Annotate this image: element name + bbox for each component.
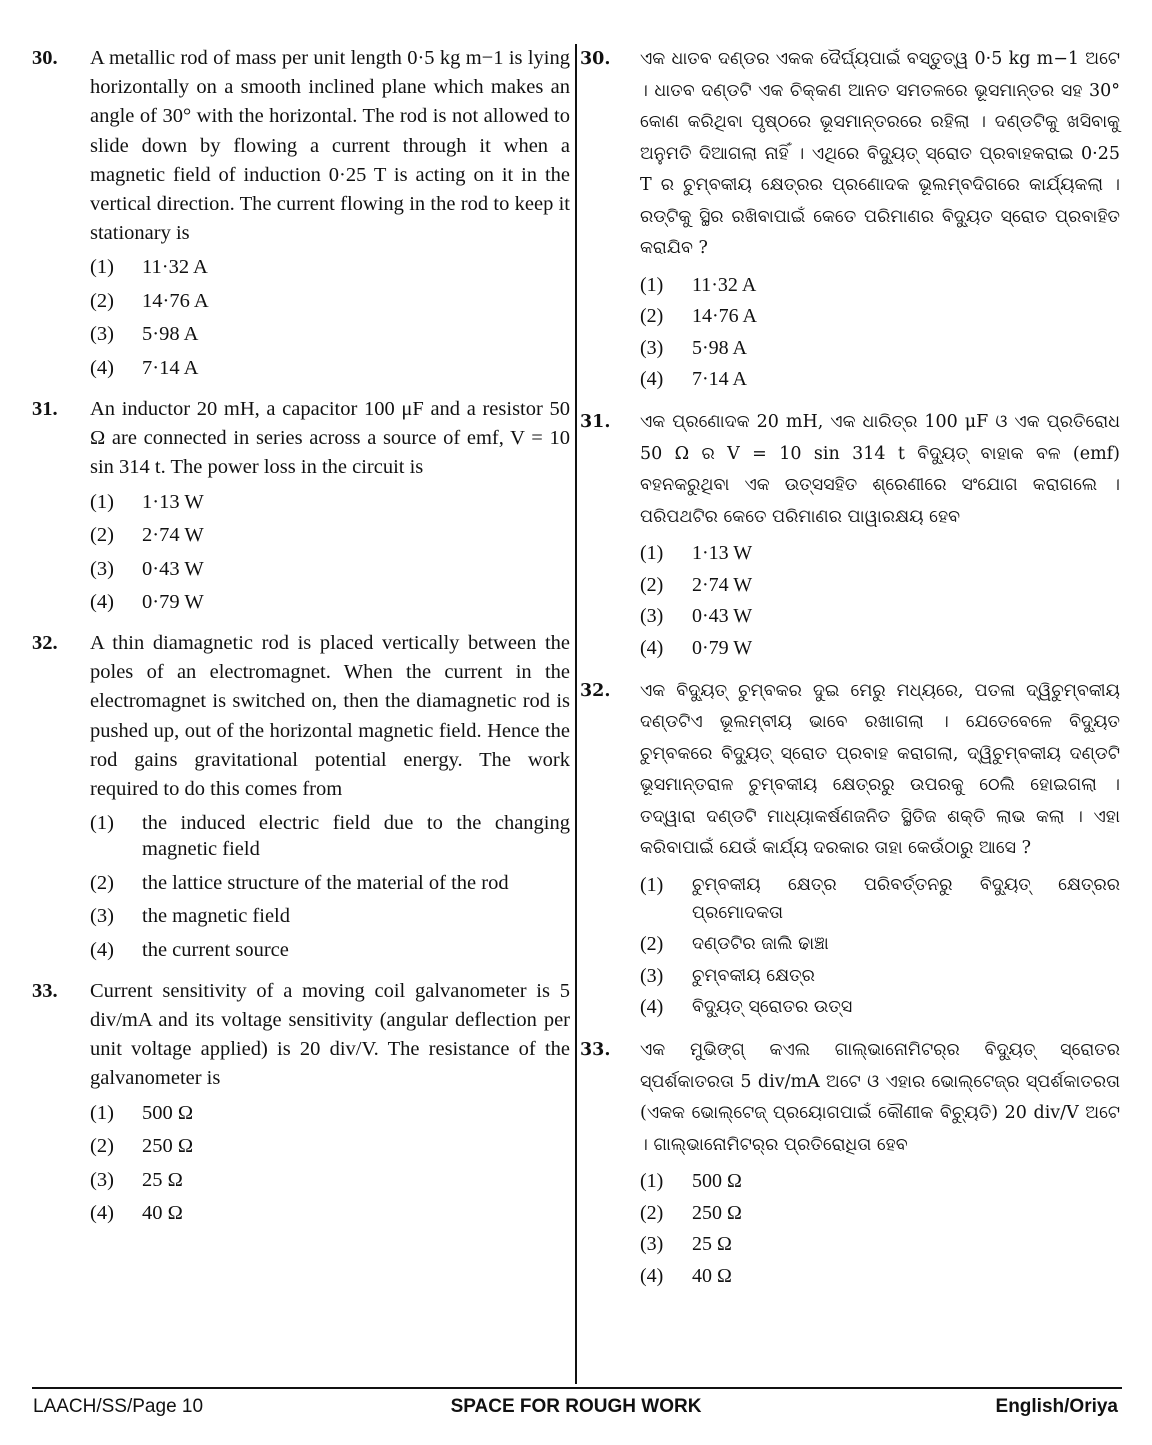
- option-text: ଚୁମ୍ବକୀୟ କ୍ଷେତ୍ର ପରିବର୍ତ୍ତନରୁ ବିଦ୍ୟୁତ୍ କ୍ଷେତ୍ରର ପ୍ରମୋଦକତା: [692, 874, 1120, 923]
- option-number: (3): [640, 605, 664, 627]
- question-30: [580, 44, 1120, 393]
- option-text: the lattice structure of the material of the rod: [142, 871, 509, 894]
- option-item: [640, 602, 1120, 630]
- question-text: A metallic rod of mass per unit length 0·5 kg m−1 is lying horizontally on a smooth inclined plane which makes an angle of 30° with the horizontal. The rod is not allowed to slide down by flowing a current through it when a magnetic field of induction 0·25 T is acting on it in the vertical direction. The current flowing in the rod to keep it stationary is: [90, 47, 570, 245]
- option-item: [90, 870, 570, 896]
- option-text: 0·43 W: [692, 605, 753, 627]
- option-text: ଦଣ୍ଡଟିର ଜାଲି ଢାଞ୍ଚା: [692, 934, 829, 954]
- question-text: ଏକ ପ୍ରଣୋଦକ 20 mH, ଏକ ଧାରିତ୍ର 100 μF ଓ ଏକ ପ୍ରତିରୋଧ 50 Ω ର V = 10 sin 314 t ବିଦ୍ୟୁତ୍ ବାହାକ ବଳ (emf) ବହନକରୁଥିବା ଏକ ଉତ୍ସସହିତ ଶ୍ରେଣୀରେ ସଂଯୋଗ କରାଗଲେ । ପରିପଥଟିର କେତେ ପରିମାଣର ପାୱାରକ୍ଷୟ ହେବ: [640, 412, 1120, 527]
- option-item: [90, 489, 570, 515]
- option-number: (2): [640, 1201, 664, 1224]
- option-number: (1): [90, 812, 114, 835]
- option-number: (3): [90, 905, 114, 928]
- question-number: 33.: [32, 979, 58, 1002]
- option-item: [90, 1133, 570, 1159]
- option-number: (3): [640, 1233, 664, 1255]
- question-number: 30.: [32, 47, 58, 69]
- option-text: 2·74 W: [142, 524, 204, 547]
- option-number: (4): [90, 356, 114, 379]
- option-text: 250 Ω: [142, 1135, 194, 1158]
- option-text: 40 Ω: [692, 1264, 732, 1287]
- question-number: 30.: [580, 49, 611, 69]
- rough-work-label: SPACE FOR ROUGH WORK: [450, 1396, 702, 1417]
- column-divider: [575, 44, 577, 1384]
- question-text: An inductor 20 mH, a capacitor 100 μF and a resistor 50 Ω are connected in series across a source of emf, V = 10 sin 314 t. The power loss in the circuit is: [90, 397, 570, 479]
- question-text: A thin diamagnetic rod is placed vertically between the poles of an electromagnet. When the current in the electromagnet is switched on, then the diamagnetic rod is pushed up, out of the horizontal magnetic field. Hence the rod gains gravitational potential energy. The work required to do this comes from: [90, 632, 570, 801]
- option-number: (3): [90, 323, 114, 346]
- option-item: [90, 1167, 570, 1193]
- options-list: [640, 1167, 1120, 1290]
- option-text: 2·74 W: [692, 573, 753, 596]
- question-number: 33.: [580, 1040, 611, 1060]
- option-text: 40 Ω: [142, 1202, 183, 1225]
- page-label: LAACH/SS/Page 10: [33, 1396, 204, 1417]
- option-item: [640, 271, 1120, 299]
- option-number: (4): [90, 591, 114, 614]
- option-item: [90, 355, 570, 381]
- question-number: 32.: [32, 632, 58, 655]
- option-text: 25 Ω: [692, 1233, 732, 1255]
- option-text: 25 Ω: [142, 1168, 183, 1191]
- question-number: 31.: [32, 397, 58, 420]
- option-number: (1): [90, 1101, 114, 1124]
- option-number: (2): [640, 933, 664, 955]
- options-list: [90, 810, 570, 963]
- option-text: 500 Ω: [142, 1101, 194, 1124]
- option-item: [90, 810, 570, 862]
- oriya-column: [580, 44, 1120, 1304]
- question-text: ଏକ ଧାତବ ଦଣ୍ଡର ଏକକ ଦୈର୍ଘ୍ୟପାଇଁ ବସ୍ତୁତ୍ୱ 0·5 kg m−1 ଅଟେ । ଧାତବ ଦଣ୍ଡଟି ଏକ ଚିକ୍‌କଣ ଆନତ ସମତଳରେ ଭୂସମାନ୍ତର ସହ 30° କୋଣ କରିଥିବା ପୃଷ୍ଠରେ ଭୂସମାନ୍ତରରେ ରହିଲା । ଦଣ୍ଡଟିକୁ ଖସିବାକୁ ଅନୁମତି ଦିଆଗଲା ନାହିଁ । ଏଥିରେ ବିଦ୍ୟୁତ୍ ସ୍ରୋତ ପ୍ରବାହକରାଇ 0·25 T ର ଚୁମ୍ବକୀୟ କ୍ଷେତ୍ରର ପ୍ରଣୋଦକ ଭୂଲମ୍ବଦିଗରେ କାର୍ଯ୍ୟକଲା । ରଡ୍‌ଟିକୁ ସ୍ଥିର ରଖିବାପାଇଁ କେତେ ପରିମାଣର ବିଦ୍ୟୁତ ସ୍ରୋତ ପ୍ରବାହିତ କରାଯିବ ?: [640, 49, 1120, 258]
- option-item: [640, 334, 1120, 362]
- option-number: (2): [90, 524, 114, 547]
- option-text: ବିଦ୍ୟୁତ୍ ସ୍ରୋତର ଉତ୍ସ: [692, 997, 853, 1017]
- option-number: (1): [640, 273, 664, 296]
- option-number: (3): [640, 964, 664, 987]
- option-text: 0·79 W: [142, 591, 204, 614]
- option-item: [90, 288, 570, 314]
- option-item: [640, 1199, 1120, 1227]
- question-32: [32, 629, 570, 963]
- option-item: [640, 634, 1120, 662]
- option-item: [640, 993, 1120, 1021]
- question-text: ଏକ ମୁଭିଙ୍ଗ୍ କଏଲ ଗାଲ୍‌ଭାନୋମିଟର୍‌ର ବିଦ୍ୟୁତ୍ ସ୍ରୋତର ସ୍ପର୍ଶକାତରତା 5 div/mA ଅଟେ ଓ ଏହାର ଭୋଲ୍‌ଟେଜ୍‌ର ସ୍ପର୍ଶକାତରତା (ଏକକ ଭୋଲ୍‌ଟେଜ୍ ପ୍ରୟୋଗପାଇଁ କୌଣୀକ ବିଚ୍ୟୁତି) 20 div/V ଅଟେ । ଗାଲ୍‌ଭାନୋମିଟର୍‌ର ପ୍ରତିରୋଧିତା ହେବ: [640, 1040, 1120, 1155]
- option-number: (4): [90, 938, 114, 961]
- option-number: (1): [640, 873, 664, 896]
- option-item: [640, 1262, 1120, 1290]
- question-30: [32, 44, 570, 381]
- option-item: [640, 1167, 1120, 1195]
- question-text: ଏକ ବିଦ୍ୟୁତ୍ ଚୁମ୍ବକର ଦୁଇ ମେରୁ ମଧ୍ୟରେ, ପତଳା ଦ୍ୱିଚୁମ୍ବକୀୟ ଦଣ୍ଡଟିଏ ଭୂଲମ୍ବୀୟ ଭାବେ ରଖାଗଲା । ଯେତେବେଳେ ବିଦ୍ୟୁତ ଚୁମ୍ବକରେ ବିଦ୍ୟୁତ୍ ସ୍ରୋତ ପ୍ରବାହ କରାଗଲା, ଦ୍ୱିଚୁମ୍ବକୀୟ ଦଣ୍ଡଟି ଭୂସମାନ୍ତରାଳ ଚୁମ୍ବକୀୟ କ୍ଷେତ୍ରରୁ ଉପରକୁ ଠେଲି ହୋଇଗଲା । ତଦ୍ୱାରା ଦଣ୍ଡଟି ମାଧ୍ୟାକର୍ଷଣଜନିତ ସ୍ଥିତିଜ ଶକ୍ତି ଲାଭ କଲା । ଏହା କରିବାପାଇଁ ଯେଉଁ କାର୍ଯ୍ୟ ଦରକାର ତାହା କେଉଁଠାରୁ ଆସେ ?: [640, 680, 1120, 858]
- language-label: English/Oriya: [995, 1396, 1118, 1417]
- options-list: [90, 1100, 570, 1227]
- option-number: (2): [90, 871, 114, 894]
- option-item: [640, 571, 1120, 599]
- options-list: [640, 271, 1120, 394]
- option-number: (4): [640, 636, 664, 659]
- option-text: 500 Ω: [692, 1170, 742, 1192]
- option-item: [90, 937, 570, 963]
- option-item: [90, 321, 570, 347]
- option-item: [640, 962, 1120, 990]
- options-list: [640, 871, 1120, 1022]
- question-31: [580, 407, 1120, 662]
- option-text: 1·13 W: [142, 490, 204, 513]
- option-text: ଚୁମ୍ବକୀୟ କ୍ଷେତ୍ର: [692, 965, 815, 986]
- option-text: 11·32 A: [142, 256, 208, 279]
- option-item: [640, 539, 1120, 567]
- option-number: (1): [90, 256, 114, 279]
- option-number: (4): [640, 368, 664, 390]
- options-list: [90, 489, 570, 616]
- question-number: 31.: [580, 412, 611, 432]
- option-item: [90, 589, 570, 615]
- option-number: (2): [640, 305, 664, 327]
- option-number: (1): [640, 1170, 664, 1192]
- option-number: (2): [90, 1135, 114, 1158]
- option-number: (4): [640, 996, 664, 1018]
- option-text: 5·98 A: [692, 336, 747, 359]
- option-number: (3): [90, 1168, 114, 1191]
- option-number: (4): [640, 1264, 664, 1287]
- option-item: [90, 1200, 570, 1226]
- option-number: (2): [90, 289, 114, 312]
- option-number: (3): [640, 336, 664, 359]
- option-number: (1): [640, 542, 664, 564]
- option-item: [90, 903, 570, 929]
- option-item: [640, 871, 1120, 927]
- option-text: 0·43 W: [142, 557, 204, 580]
- question-33: [580, 1035, 1120, 1290]
- option-text: 14·76 A: [142, 289, 209, 312]
- option-number: (1): [90, 490, 114, 513]
- option-text: 1·13 W: [692, 542, 753, 564]
- options-list: [90, 254, 570, 381]
- option-text: 7·14 A: [692, 368, 747, 390]
- option-item: [90, 1100, 570, 1126]
- option-text: the induced electric field due to the changing magnetic field: [142, 812, 570, 861]
- option-number: (4): [90, 1202, 114, 1225]
- option-text: 7·14 A: [142, 356, 199, 379]
- question-32: [580, 676, 1120, 1022]
- english-column: [32, 44, 570, 1240]
- option-item: [640, 365, 1120, 393]
- option-text: 11·32 A: [692, 273, 757, 296]
- option-item: [90, 522, 570, 548]
- option-number: (3): [90, 557, 114, 580]
- option-text: 250 Ω: [692, 1201, 742, 1224]
- footer-rule: [32, 1387, 1122, 1389]
- option-item: [640, 1230, 1120, 1258]
- question-33: [32, 977, 570, 1226]
- option-item: [90, 556, 570, 582]
- option-item: [640, 302, 1120, 330]
- question-text: Current sensitivity of a moving coil galvanometer is 5 div/mA and its voltage sensitivity (angular deflection per unit voltage applied) is 20 div/V. The resistance of the galvanometer is: [90, 979, 570, 1090]
- option-text: 0·79 W: [692, 636, 753, 659]
- options-list: [640, 539, 1120, 662]
- option-item: [640, 930, 1120, 958]
- option-item: [90, 254, 570, 280]
- option-text: the current source: [142, 938, 289, 961]
- question-number: 32.: [580, 680, 611, 701]
- option-text: 14·76 A: [692, 305, 757, 327]
- option-text: 5·98 A: [142, 323, 199, 346]
- option-number: (2): [640, 573, 664, 596]
- option-text: the magnetic field: [142, 905, 290, 928]
- question-31: [32, 395, 570, 615]
